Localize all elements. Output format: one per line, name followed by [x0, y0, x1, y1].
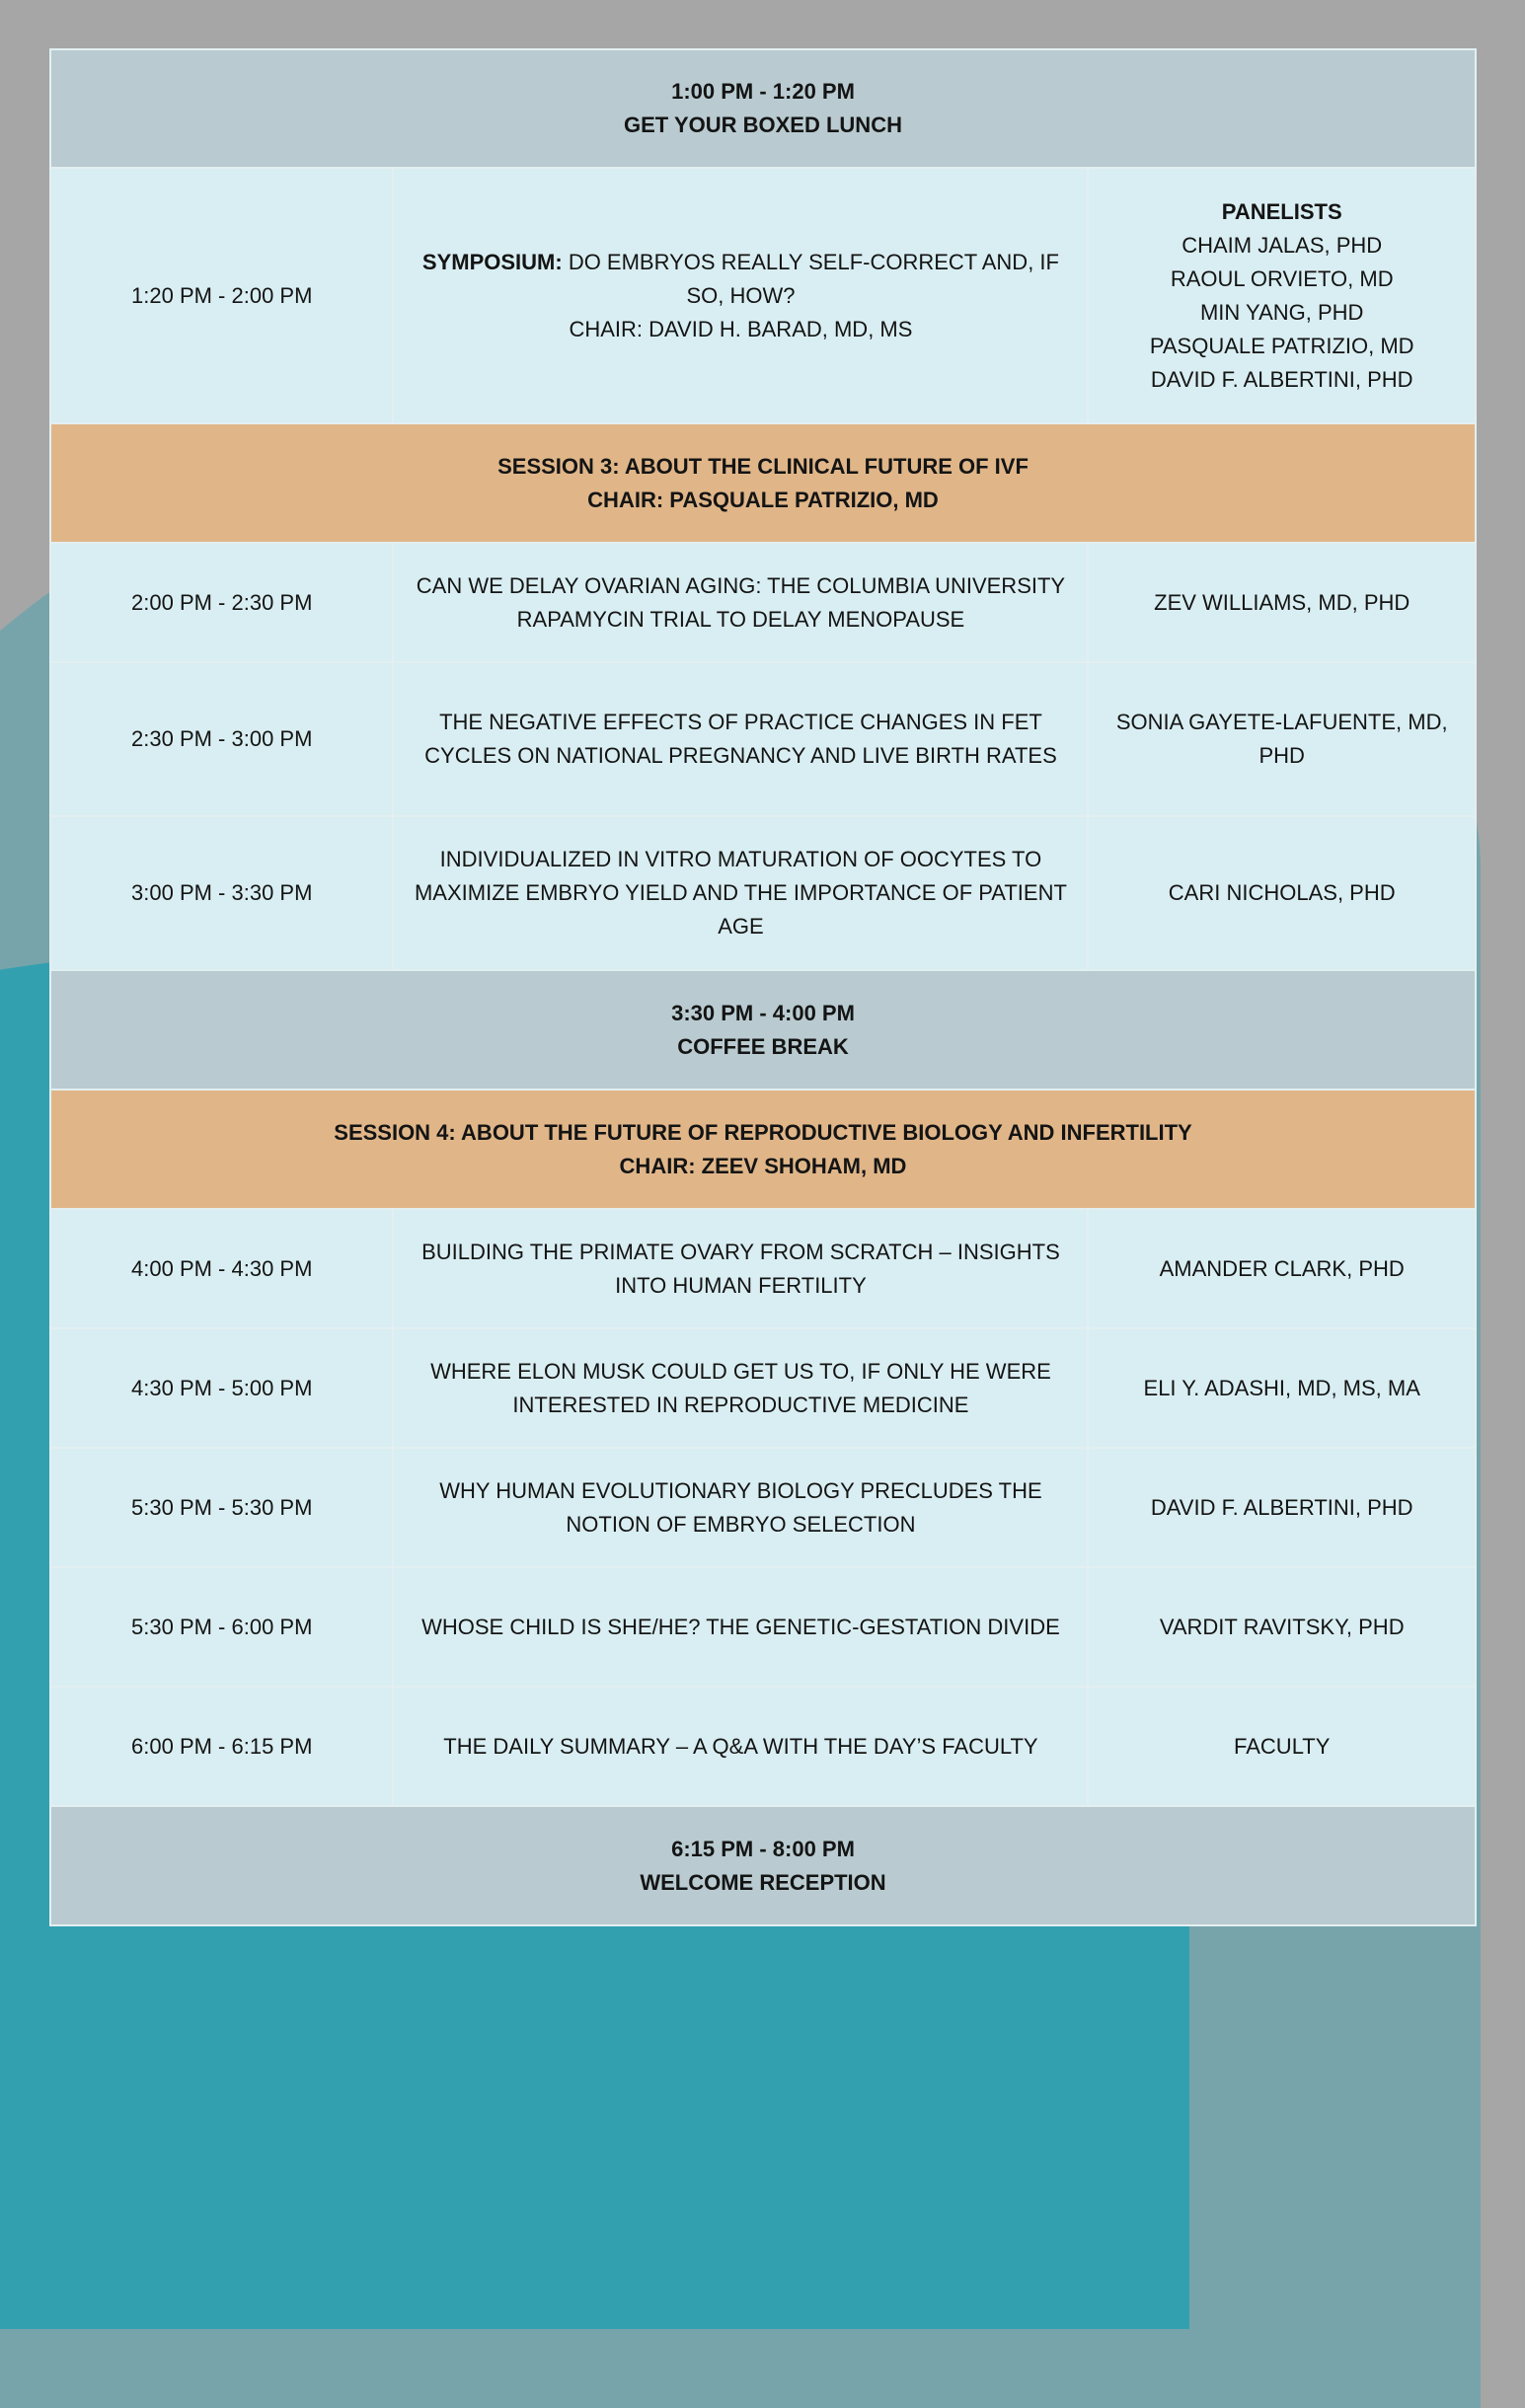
speaker-cell: ELI Y. ADASHI, MD, MS, MA: [1088, 1328, 1476, 1448]
talk-row: [50, 1209, 1476, 1328]
panelists-heading: PANELISTS: [1221, 198, 1342, 224]
time-cell: 2:30 PM - 3:00 PM: [50, 662, 393, 816]
session-title: SESSION 4: ABOUT THE FUTURE OF REPRODUCTIVE BIOLOGY AND INFERTILITY: [334, 1119, 1192, 1145]
speaker-cell: AMANDER CLARK, PHD: [1088, 1209, 1476, 1328]
talk-row: [50, 1567, 1476, 1687]
panelist: RAOUL ORVIETO, MD: [1170, 265, 1394, 291]
talk-title: THE NEGATIVE EFFECTS OF PRACTICE CHANGES IN FET CYCLES ON NATIONAL PREGNANCY AND LIVE BIRTH RATES: [393, 662, 1088, 816]
symposium-title: DO EMBRYOS REALLY SELF-CORRECT AND, IF SO, HOW?: [568, 249, 1059, 308]
break-row: [50, 1806, 1476, 1925]
break-cell: [50, 1806, 1476, 1925]
time-cell: 1:20 PM - 2:00 PM: [50, 168, 393, 423]
time-cell: 5:30 PM - 5:30 PM: [50, 1448, 393, 1567]
break-time: 1:00 PM - 1:20 PM: [671, 79, 855, 104]
talk-row: [50, 1328, 1476, 1448]
speaker-cell: VARDIT RAVITSKY, PHD: [1088, 1567, 1476, 1687]
time-cell: 4:00 PM - 4:30 PM: [50, 1209, 393, 1328]
talk-title: WHERE ELON MUSK COULD GET US TO, IF ONLY HE WERE INTERESTED IN REPRODUCTIVE MEDICINE: [393, 1328, 1088, 1448]
talk-title: CAN WE DELAY OVARIAN AGING: THE COLUMBIA UNIVERSITY RAPAMYCIN TRIAL TO DELAY MENOPAUSE: [393, 543, 1088, 662]
session-title: SESSION 3: ABOUT THE CLINICAL FUTURE OF IVF: [497, 453, 1029, 479]
panelist: MIN YANG, PHD: [1199, 299, 1364, 325]
break-title: GET YOUR BOXED LUNCH: [624, 113, 902, 137]
symposium-row: [50, 168, 1476, 423]
break-title: WELCOME RECEPTION: [640, 1869, 886, 1895]
symposium-chair: CHAIR: DAVID H. BARAD, MD, MS: [569, 316, 913, 341]
talk-title: WHY HUMAN EVOLUTIONARY BIOLOGY PRECLUDES THE NOTION OF EMBRYO SELECTION: [393, 1448, 1088, 1567]
talk-row: [50, 1687, 1476, 1806]
panelists-cell: [1088, 168, 1476, 423]
time-cell: 5:30 PM - 6:00 PM: [50, 1567, 393, 1687]
time-cell: 6:00 PM - 6:15 PM: [50, 1687, 393, 1806]
talk-title: INDIVIDUALIZED IN VITRO MATURATION OF OOCYTES TO MAXIMIZE EMBRYO YIELD AND THE IMPORTANCE OF PATIENT AGE: [393, 816, 1088, 970]
symposium-label: SYMPOSIUM:: [421, 249, 563, 274]
session-chair: CHAIR: ZEEV SHOHAM, MD: [619, 1153, 907, 1178]
speaker-cell: CARI NICHOLAS, PHD: [1088, 816, 1476, 970]
time-cell: 2:00 PM - 2:30 PM: [50, 543, 393, 662]
time-cell: 3:00 PM - 3:30 PM: [50, 816, 393, 970]
symposium-cell: [393, 168, 1088, 423]
break-time: 6:15 PM - 8:00 PM: [671, 1836, 855, 1861]
break-row: [50, 970, 1476, 1090]
time-cell: 4:30 PM - 5:00 PM: [50, 1328, 393, 1448]
panelist: DAVID F. ALBERTINI, PHD: [1150, 366, 1413, 392]
break-title: COFFEE BREAK: [677, 1033, 849, 1059]
session-chair: CHAIR: PASQUALE PATRIZIO, MD: [587, 487, 939, 512]
talk-row: [50, 816, 1476, 970]
speaker-cell: SONIA GAYETE-LAFUENTE, MD, PHD: [1088, 662, 1476, 816]
break-cell: [50, 49, 1476, 168]
session-row: [50, 423, 1476, 543]
talk-row: [50, 543, 1476, 662]
panelist: PASQUALE PATRIZIO, MD: [1149, 333, 1414, 358]
talk-row: [50, 1448, 1476, 1567]
talk-title: WHOSE CHILD IS SHE/HE? THE GENETIC-GESTATION DIVIDE: [393, 1567, 1088, 1687]
break-row: [50, 49, 1476, 168]
talk-row: [50, 662, 1476, 816]
panelist: CHAIM JALAS, PHD: [1182, 232, 1383, 258]
speaker-cell: FACULTY: [1088, 1687, 1476, 1806]
session-cell: [50, 423, 1476, 543]
session-row: [50, 1090, 1476, 1209]
talk-title: BUILDING THE PRIMATE OVARY FROM SCRATCH – INSIGHTS INTO HUMAN FERTILITY: [393, 1209, 1088, 1328]
talk-title: THE DAILY SUMMARY – A Q&A WITH THE DAY’S FACULTY: [393, 1687, 1088, 1806]
break-cell: [50, 970, 1476, 1090]
session-cell: [50, 1090, 1476, 1209]
speaker-cell: DAVID F. ALBERTINI, PHD: [1088, 1448, 1476, 1567]
agenda-table: [49, 48, 1477, 1926]
speaker-cell: ZEV WILLIAMS, MD, PHD: [1088, 543, 1476, 662]
break-time: 3:30 PM - 4:00 PM: [671, 1000, 855, 1025]
